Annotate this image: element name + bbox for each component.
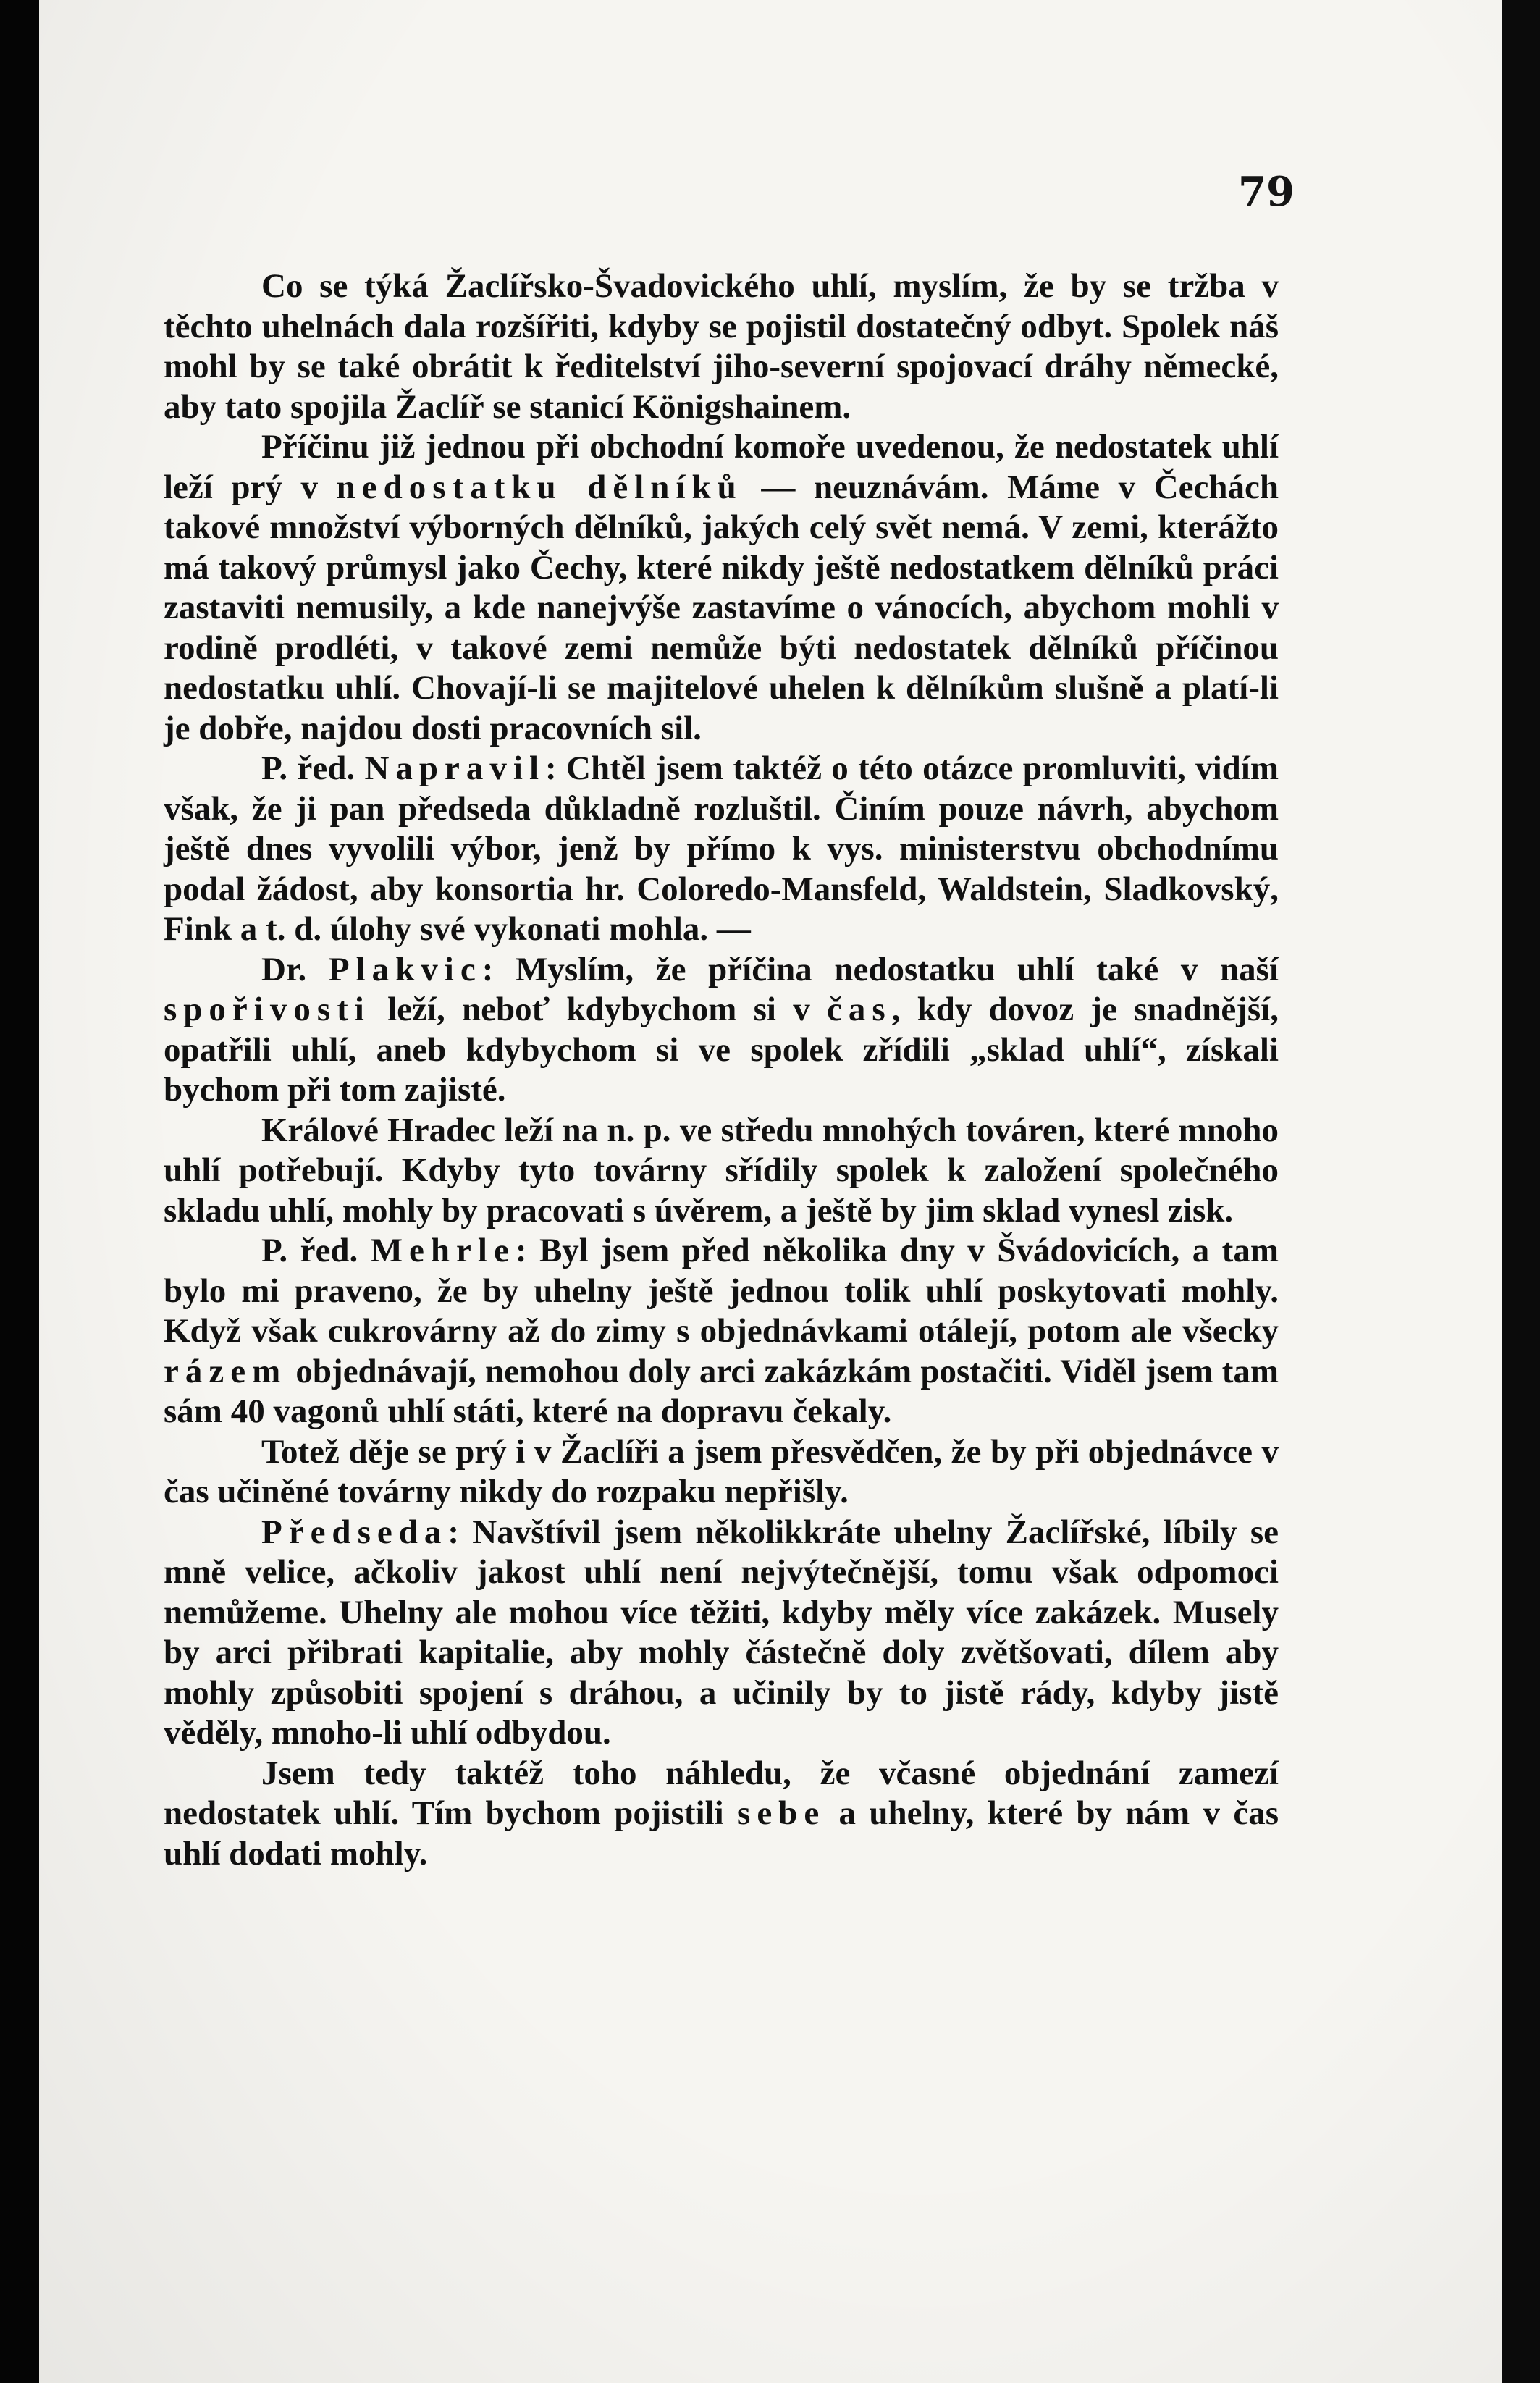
paragraph: Dr. Plakvic: Myslím, že příčina nedostatku uhlí také v naší spořivosti leží, neboť kdybychom si v čas, kdy dovoz je snadnější, opatřili uhlí, aneb kdybychom si ve spolek zřídili „sklad uhlí“, získali bychom při tom zajisté. xyxy=(164,950,1279,1109)
paragraph: Co se týká Žaclířsko-Švadovického uhlí, myslím, že by se tržba v těchto uhelnách dala rozšířiti, kdyby se pojistil dostatečný odbyt. Spolek náš mohl by se také obrátit k ředitelství jiho-severní spojovací dráhy německé, aby tato spojila Žaclíř se stanicí Königshainem. xyxy=(164,267,1279,426)
paragraph: P. řed. Napravil: Chtěl jsem taktéž o této otázce promluviti, vidím však, že ji pan předseda důkladně rozluštil. Činím pouze návrh, abychom ještě dnes vyvolili výbor, jenž by přímo k vys. ministerstvu obchodnímu podal žádost, aby konsortia hr. Coloredo-Mansfeld, Waldstein, Sladkovský, Fink a t. d. úlohy své vykonati mohla. — xyxy=(164,749,1279,948)
paragraph: Předseda: Navštívil jsem několikkráte uhelny Žaclířské, líbily se mně velice, ačkoliv jakost uhlí není nejvýtečnější, tomu však odpomoci nemůžeme. Uhelny ale mohou více těžiti, kdyby měly více zakázek. Musely by arci přibrati kapitalie, aby mohly částečně doly zvětšovati, dílem aby mohly způsobiti spojení s dráhou, a učinily by to jistě rády, kdyby jistě věděly, mnoho-li uhlí odbydou. xyxy=(164,1513,1279,1752)
paragraph: Totež děje se prý i v Žaclíři a jsem přesvědčen, že by při objednávce v čas učiněné továrny nikdy do rozpaku nepřišly. xyxy=(164,1432,1279,1510)
paragraph: P. řed. Mehrle: Byl jsem před několika dny v Švádovicích, a tam bylo mi praveno, že by uhelny ještě jednou tolik uhlí poskytovati mohly. Když však cukrovárny až do zimy s objednávkami otálejí, potom ale všecky rázem objednávají, nemohou doly arci zakázkám postačiti. Viděl jsem tam sám 40 vagonů uhlí státi, které na dopravu čekaly. xyxy=(164,1232,1279,1430)
paragraph: Příčinu již jednou při obchodní komoře uvedenou, že nedostatek uhlí leží prý v nedostatku dělníků — neuznávám. Máme v Čechách takové množství výborných dělníků, jakých celý svět nemá. V zemi, kterážto má takový průmysl jako Čechy, které nikdy ještě nedostatkem dělníků práci zastaviti nemusily, a kde nanejvýše zastavíme o vánocích, abychom mohli v rodině prodléti, v takové zemi nemůže býti nedostatek dělníků příčinou nedostatku uhlí. Chovají-li se majitelové uhelen k dělníkům slušně a platí-li je dobře, najdou dosti pracovních sil. xyxy=(164,428,1279,747)
body-text xyxy=(164,266,1279,1874)
page-number: 79 xyxy=(1238,168,1295,216)
paragraph: Králové Hradec leží na n. p. ve středu mnohých továren, které mnoho uhlí potřebují. Kdyby tyto továrny sřídily spolek k založení společného skladu uhlí, mohly by pracovati s úvěrem, a ještě by jim sklad vynesl zisk. xyxy=(164,1111,1279,1230)
scan-border xyxy=(1502,0,1540,2383)
paragraph: Jsem tedy taktéž toho náhledu, že včasné objednání zamezí nedostatek uhlí. Tím bychom pojistili sebe a uhelny, které by nám v čas uhlí dodati mohly. xyxy=(164,1754,1279,1873)
